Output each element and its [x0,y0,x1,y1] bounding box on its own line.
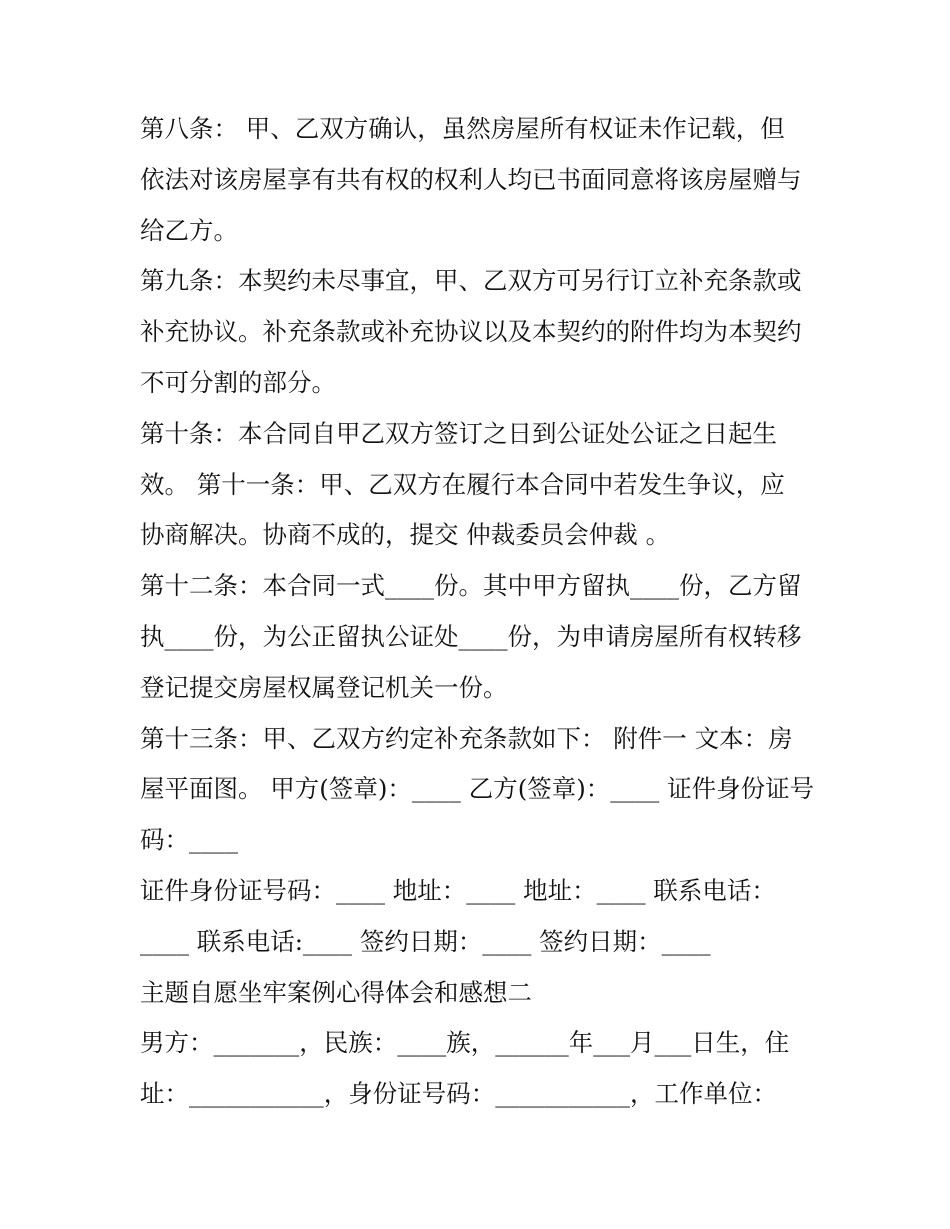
text-line: 给乙方。 [140,215,238,245]
text-line: 补充协议。补充条款或补充协议以及本契约的附件均为本契约 [140,317,802,347]
signature-fields-paragraph [140,866,820,968]
text-line: 屋平面图。 甲方(签章)：____ 乙方(签章)：____ 证件身份证号 [140,774,815,804]
text-line: 效。 第十一条：甲、乙双方在履行本合同中若发生争议，应 [140,469,785,499]
article-13-paragraph [140,714,820,866]
text-line: 男方：_______，民族：____族，______年___月___日生，住 [140,1028,790,1058]
text-line: 登记提交房屋权属登记机关一份。 [140,672,508,702]
text-line: 主题自愿坐牢案例心得体会和感想二 [140,977,532,1007]
text-line: 码：____ [140,825,238,855]
text-line: 依法对该房屋享有共有权的权利人均已书面同意将该房屋赠与 [140,164,802,194]
text-line: 协商解决。协商不成的，提交 仲裁委员会仲裁 。 [140,520,671,550]
text-line: 执____份，为公正留执公证处____份，为申请房屋所有权转移 [140,621,802,651]
text-line: 第十二条：本合同一式____份。其中甲方留执____份，乙方留 [140,571,802,601]
document-body [140,104,820,1120]
text-line: 第八条： 甲、乙双方确认，虽然房屋所有权证未作记载，但 [140,114,785,143]
article-10-11-paragraph [140,409,820,561]
section-heading [140,968,820,1019]
article-8-paragraph [140,104,820,256]
text-line: 第十条：本合同自甲乙双方签订之日到公证处公证之日起生 [140,418,777,448]
text-line: 不可分割的部分。 [140,367,336,397]
text-line: ____ 联系电话:____ 签约日期：____ 签约日期：____ [140,926,711,956]
article-12-paragraph [140,561,820,713]
text-line: 址：___________，身份证号码：___________，工作单位： [140,1079,777,1109]
text-line: 证件身份证号码：____ 地址：____ 地址：____ 联系电话： [140,875,776,905]
article-9-paragraph [140,256,820,408]
party-info-paragraph [140,1018,820,1120]
text-line: 第十三条：甲、乙双方约定补充条款如下： 附件一 文本：房 [140,723,793,753]
text-line: 第九条：本契约未尽事宜，甲、乙双方可另行订立补充条款或 [140,266,802,296]
